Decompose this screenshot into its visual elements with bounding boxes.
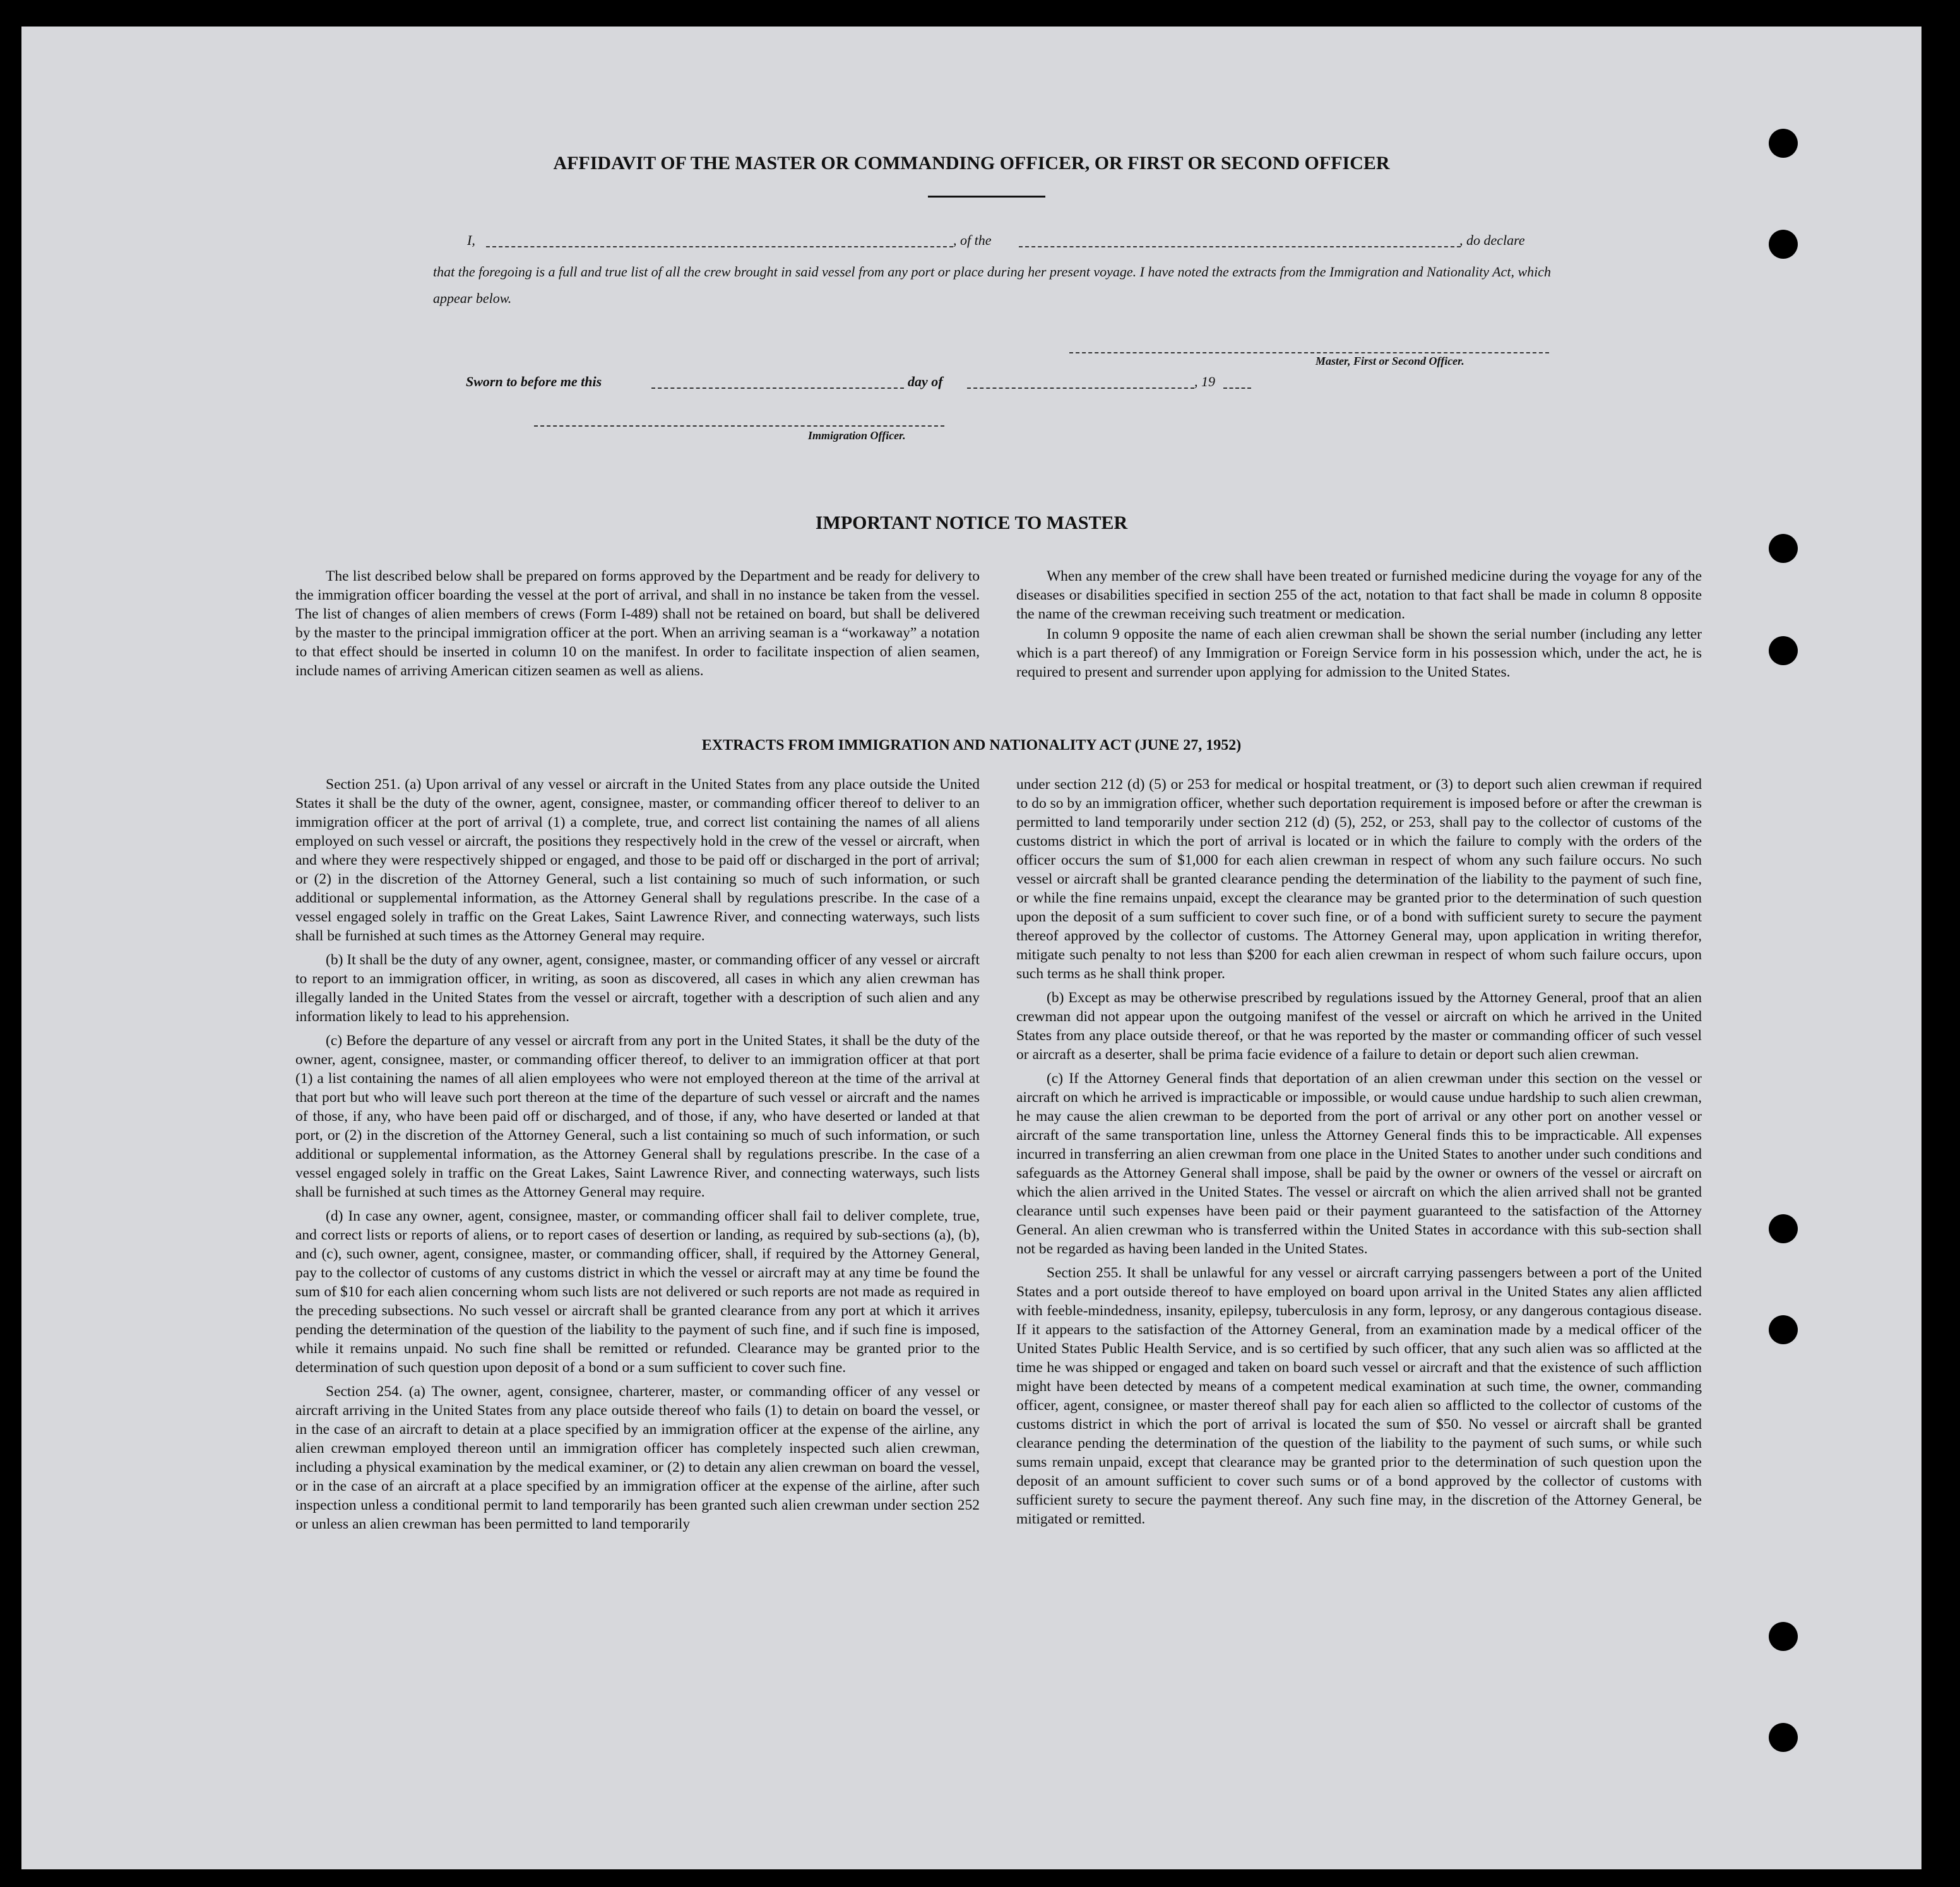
punch-hole bbox=[1769, 534, 1798, 563]
punch-hole bbox=[1769, 1315, 1798, 1344]
punch-hole bbox=[1769, 1723, 1798, 1752]
master-signature-caption: Master, First or Second Officer. bbox=[1316, 355, 1464, 367]
section-251b: (b) It shall be the duty of any owner, agent, consignee, master, or commanding officer of any vessel or aircraft to report to an immigration officer, in writing, as soon as discovered, all cases in which any alien crewman has illegally landed in the United States from the vessel or aircraft, together with a description of such alien and any information likely to lead to his apprehension. bbox=[295, 952, 980, 1025]
document-page bbox=[21, 27, 1921, 1869]
officer-signature-caption: Immigration Officer. bbox=[808, 429, 906, 442]
affidavit-statement: that the foregoing is a full and true list of all the crew brought in said vessel from any port or place during her present voyage. I have noted the extracts from the Immigration and Nationality Act, which appear below. bbox=[433, 264, 1551, 306]
extracts-title: EXTRACTS FROM IMMIGRATION AND NATIONALITY ACT (JUNE 27, 1952) bbox=[701, 737, 1242, 754]
punch-hole bbox=[1769, 1622, 1798, 1651]
of-the-label: , of the bbox=[953, 232, 992, 248]
do-declare-label: , do declare bbox=[1459, 232, 1525, 248]
sworn-month-blank bbox=[967, 387, 1194, 389]
year-label: , 19 bbox=[1194, 374, 1215, 389]
year-blank bbox=[1223, 387, 1251, 389]
title-rule bbox=[928, 196, 1045, 198]
section-254c: (c) If the Attorney General finds that deportation of an alien crewman under this section on the vessel or aircraft on which he arrived is impracticable or impossible, or would cause undue hardship to such alien crewman, he may cause the alien crewman to be deported from the port of arrival or any other port on another vessel or aircraft of the same transportation line, unless the Attorney General finds this to be impracticable. All expenses incurred in transferring an alien crewman from one place in the United States to another under such conditions and safeguards as the Attorney General shall impose, shall be paid by the owner or owners of the vessel or aircraft on which the alien arrived in the United States. The vessel or aircraft on which the alien arrived shall not be granted clearance until such expenses have been paid or their payment guaranteed to the satisfaction of the Attorney General. An alien crewman who is transferred within the United States in accordance with this sub-section shall not be regarded as having been landed in the United States. bbox=[1016, 1070, 1702, 1257]
punch-hole bbox=[1769, 1214, 1798, 1243]
punch-hole bbox=[1769, 636, 1798, 665]
day-of-label: day of bbox=[908, 374, 943, 389]
punch-hole bbox=[1769, 230, 1798, 259]
section-251a: Section 251. (a) Upon arrival of any vessel or aircraft in the United States from any place outside the United States it shall be the duty of the owner, agent, consignee, master, or commanding officer thereof to deliver to an immigration officer at the port of arrival (1) a complete, true, and correct list containing the names of all aliens employed on such vessel or aircraft, the positions they respectively hold in the crew of the vessel or aircraft, when and where they were respectively shipped or engaged, and those to be paid off or discharged in the port of arrival; or (2) in the discretion of the Attorney General, such a list containing so much of such information, or such additional or supplemental information, as the Attorney General shall by regulations prescribe. In the case of a vessel engaged solely in traffic on the Great Lakes, Saint Lawrence River, and connecting waterways, such lists shall be furnished at such times as the Attorney General may require. bbox=[295, 776, 980, 944]
notice-right-column bbox=[1016, 567, 1702, 687]
section-254a: Section 254. (a) The owner, agent, consignee, charterer, master, or commanding officer of any vessel or aircraft arriving in the United States from any place outside thereof who fails (1) to detain on board the vessel, or in the case of an aircraft to detain at a place specified by an immigration officer at the expense of the airline, any alien crewman employed thereon until an immigration officer has completely inspected such alien crewman, including a physical examination by the medical examiner, or (2) to detain any alien crewman on board the vessel, or in the case of an aircraft at a place specified by an immigration officer at the expense of the airline, after such inspection unless a conditional permit to land temporarily has been granted such alien crewman under section 252 or unless an alien crewman has been permitted to land temporarily bbox=[295, 1383, 980, 1532]
name-blank bbox=[486, 246, 953, 247]
vessel-blank bbox=[1019, 246, 1461, 247]
sworn-label: Sworn to before me this bbox=[466, 374, 602, 389]
i-label: I, bbox=[467, 232, 475, 248]
sworn-day-blank bbox=[651, 387, 904, 389]
notice-paragraph: The list described below shall be prepared on forms approved by the Department and be ready for delivery to the immigration officer boarding the vessel at the port of arrival, and shall in no instance be taken from the vessel. The list of changes of alien members of crews (Form I-489) shall not be retained on board, but shall be delivered by the master to the principal immigration officer at the port. When an arriving seaman is a “workaway” a notation to that effect should be inserted in column 10 on the manifest. In order to facilitate inspection of alien seamen, include names of arriving American citizen seamen as well as aliens. bbox=[295, 568, 980, 679]
section-251d: (d) In case any owner, agent, consignee, master, or commanding officer shall fail to deliver complete, true, and correct lists or reports of aliens, or to report cases of desertion or landing, as required by sub-sections (a), (b), and (c), such owner, agent, consignee, master, or commanding officer, shall, if required by the Attorney General, pay to the collector of customs of any customs district in which the vessel or aircraft may at any time be found the sum of $10 for each alien concerning whom such lists are not delivered or such reports are not made as required in the preceding subsections. No such vessel or aircraft shall be granted clearance from any port at which it arrives pending the determination of the question of the liability to the payment of such fine, and if such fine is imposed, while it remains unpaid. No such fine shall be remitted or refunded. Clearance may be granted prior to the determination of such question upon deposit of a bond or a sum sufficient to cover such fine. bbox=[295, 1208, 980, 1376]
officer-signature-line bbox=[534, 425, 944, 427]
notice-paragraph: When any member of the crew shall have been treated or furnished medicine during the voyage for any of the diseases or disabilities specified in section 255 of the act, notation to that fact shall be made in column 8 opposite the name of the crewman receiving such treatment or medication. bbox=[1016, 568, 1702, 622]
section-251c: (c) Before the departure of any vessel or aircraft from any port in the United States, it shall be the duty of the owner, agent, consignee, master, or commanding officer thereof, to deliver to an immigration officer at that port (1) a list containing the names of all alien employees who were not employed thereon at the time of the arrival at that port but who will leave such port thereon at the time of the departure of such vessel or aircraft and the names of those, if any, who have been paid off or discharged, and of those, if any, who have deserted or landed at that port, or (2) in the discretion of the Attorney General, such a list containing so much of such information, or such additional or supplemental information, as the Attorney General shall by regulations prescribe. In the case of a vessel engaged solely in traffic on the Great Lakes, Saint Lawrence River, and connecting waterways, such lists shall be furnished at such times as the Attorney General may require. bbox=[295, 1032, 980, 1200]
master-signature-line bbox=[1069, 352, 1549, 353]
notice-paragraph: In column 9 opposite the name of each alien crewman shall be shown the serial number (including any letter which is a part thereof) of any Immigration or Foreign Service form in his possession which, under the act, he is required to present and surrender upon applying for admission to the United States. bbox=[1016, 626, 1702, 680]
notice-left-column bbox=[295, 567, 980, 685]
extracts-left-column bbox=[295, 775, 980, 1539]
affidavit-title: AFFIDAVIT OF THE MASTER OR COMMANDING OFFICER, OR FIRST OR SECOND OFFICER bbox=[553, 153, 1390, 174]
section-254b: (b) Except as may be otherwise prescribed by regulations issued by the Attorney General, proof that an alien crewman did not appear upon the outgoing manifest of the vessel or aircraft on which he arrived in the United States from any place outside thereof, or that he was reported by the master or commanding officer of such vessel or aircraft as a deserter, shall be prima facie evidence of a failure to detain or deport such alien crewman. bbox=[1016, 990, 1702, 1063]
extracts-right-column bbox=[1016, 775, 1702, 1534]
section-254a-continued: under section 212 (d) (5) or 253 for medical or hospital treatment, or (3) to deport such alien crewman if required to do so by an immigration officer, whether such deportation requirement is imposed before or after the crewman is permitted to land temporarily under section 212 (d) (5), 252, or 253, shall pay to the collector of customs of the customs district in which the port of arrival is located or in which the failure to comply with the orders of the officer occurs the sum of $1,000 for each alien crewman in respect of whom any such failure occurs. No such vessel or aircraft shall be granted clearance pending the determination of the liability to the payment of such fine, or while the fine remains unpaid, except the clearance may be granted prior to the determination of such question upon the deposit of a sum sufficient to cover such fine, or of a bond with sufficient surety to secure the payment thereof approved by the collector of customs. The Attorney General may, upon application in writing therefor, mitigate such penalty to not less than $200 for each alien crewman in respect of whom such failure occurs, upon such terms as he shall think proper. bbox=[1016, 776, 1702, 982]
section-255: Section 255. It shall be unlawful for any vessel or aircraft carrying passengers between a port of the United States and a port outside thereof to have employed on board upon arrival in the United States any alien afflicted with feeble-mindedness, insanity, epilepsy, tuberculosis in any form, leprosy, or any dangerous contagious disease. If it appears to the satisfaction of the Attorney General, from an examination made by a medical officer of the United States Public Health Service, and is so certified by such officer, that any such alien was so afflicted at the time he was shipped or engaged and taken on board such vessel or aircraft and that the existence of such affliction might have been detected by means of a competent medical examination at such time, the owner, commanding officer, agent, consignee, or master thereof shall pay for each alien so afflicted to the collector of customs of the customs district in which the port of arrival is located the sum of $50. No vessel or aircraft shall be granted clearance pending the determination of the question of the liability to the payment of such sums, or while such sums remain unpaid, except that clearance may be granted prior to the determination of such question upon the deposit of an amount sufficient to cover such sums or of a bond approved by the collector of customs with sufficient surety to secure the payment thereof. Any such fine may, in the discretion of the Attorney General, be mitigated or remitted. bbox=[1016, 1265, 1702, 1527]
notice-title: IMPORTANT NOTICE TO MASTER bbox=[815, 512, 1128, 533]
